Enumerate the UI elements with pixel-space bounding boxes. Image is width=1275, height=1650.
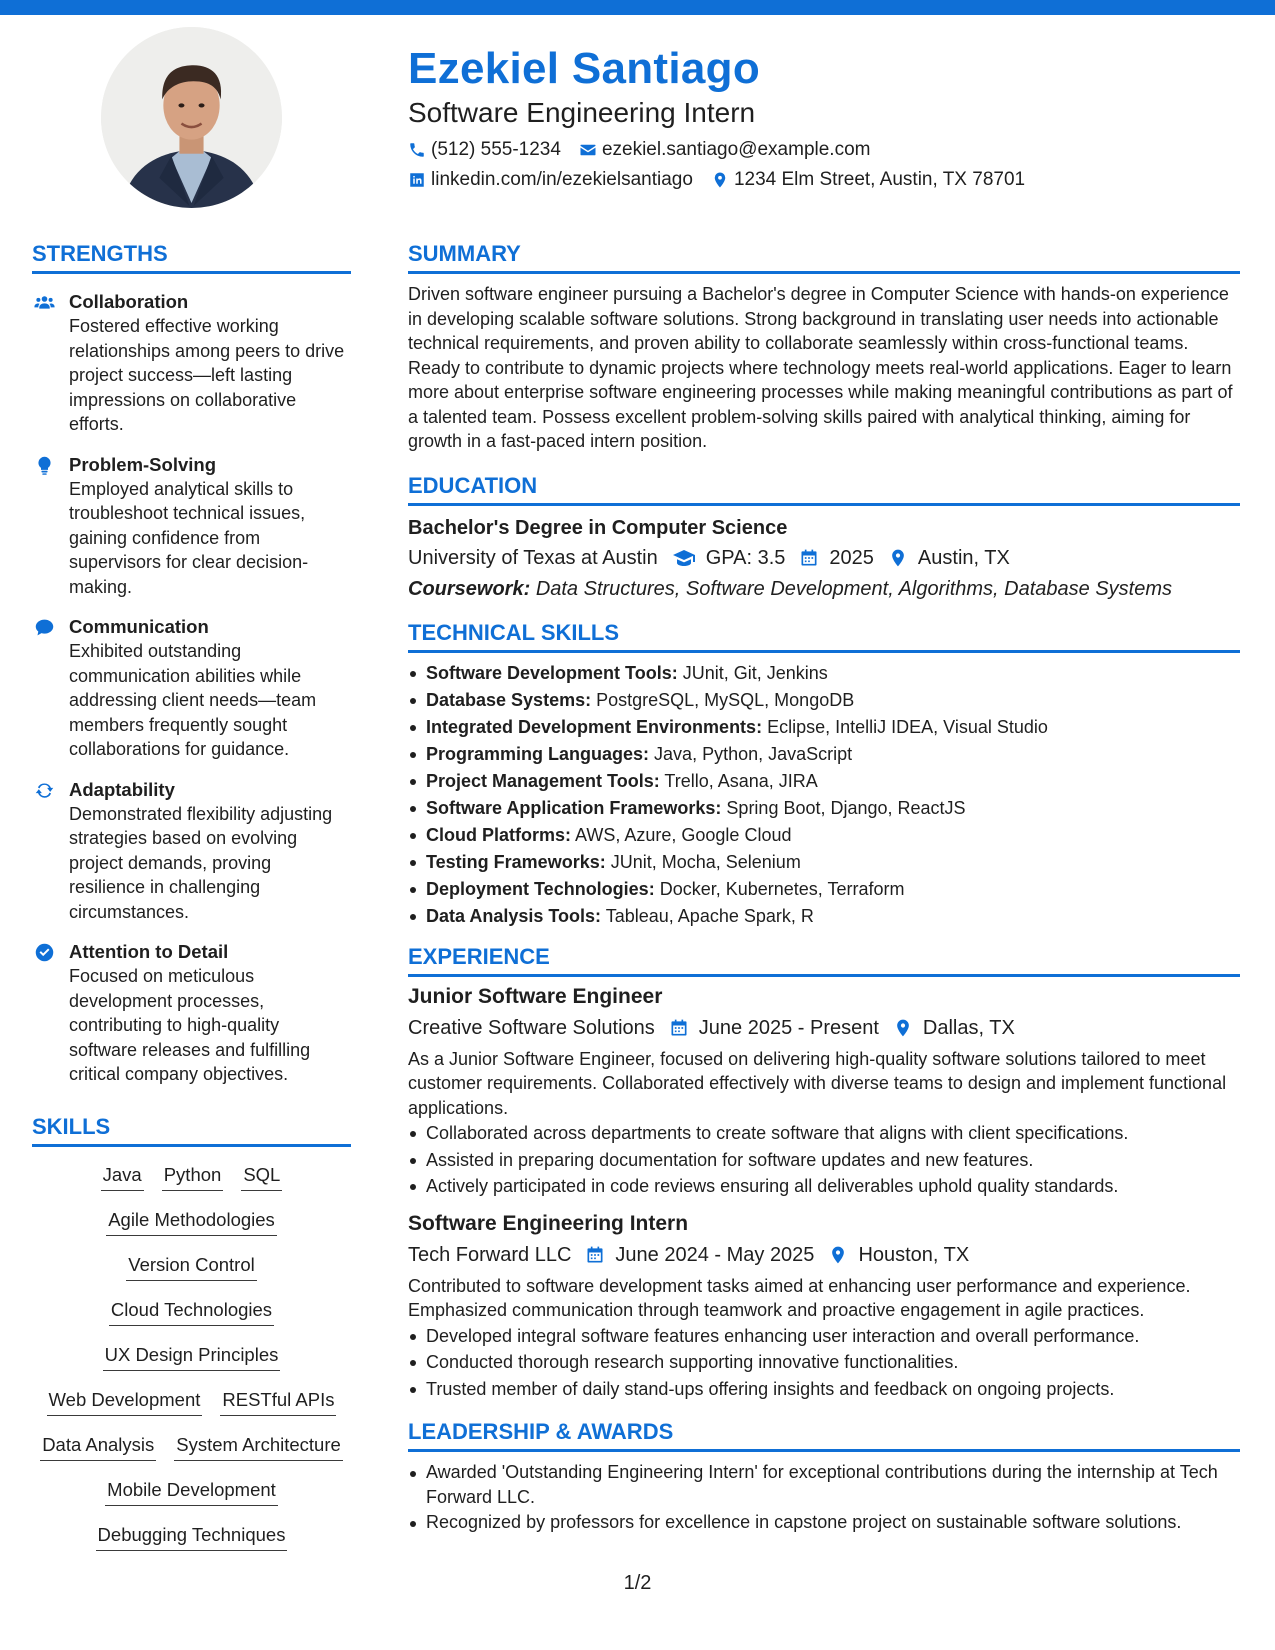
awards-list [408,1460,1240,1535]
candidate-name: Ezekiel Santiago [408,44,761,93]
skill-tag: Python [162,1163,224,1191]
phone-contact[interactable] [408,138,561,162]
skill-category: Software Application Frameworks: [426,797,722,818]
job-dates: June 2025 - Present [698,1016,879,1039]
job-bullets [408,1120,1240,1200]
calendar-icon [669,1018,689,1038]
skill-category: Cloud Platforms: [426,824,572,845]
strength-desc: Focused on meticulous development processes, contributing to high-quality software releases and fulfilling critical company objectives. [69,966,311,1084]
job-meta [408,1241,1240,1269]
email-text: ezekiel.santiago@example.com [601,139,871,160]
summary-heading: SUMMARY [408,240,1240,274]
skill-category: Software Development Tools: [426,662,678,683]
job-description: Contributed to software development tasks aimed at enhancing user performance and experience. Emphasized communication through teamwork and proactive engagement in agile practices. [408,1275,1191,1320]
list-item [408,660,1240,687]
degree-title: Bachelor's Degree in Computer Science [408,516,788,539]
coursework-line [408,575,1240,603]
skill-tag: Version Control [126,1253,256,1281]
skill-row [32,1247,351,1292]
skill-category: Data Analysis Tools: [426,905,602,926]
strength-title: Collaboration [69,291,189,312]
map-pin-icon [893,1018,913,1038]
skill-values: Tableau, Apache Spark, R [605,905,814,926]
skill-category: Deployment Technologies: [426,878,655,899]
education-meta [408,544,1240,572]
skill-row [32,1337,351,1382]
skill-tag: Java [101,1163,144,1191]
skill-tag: System Architecture [174,1433,343,1461]
list-item [408,849,1240,876]
skill-values: PostgreSQL, MySQL, MongoDB [596,689,855,710]
skill-row [32,1202,351,1247]
list-item [408,876,1240,903]
lightbulb-icon [32,453,56,600]
graduation-cap-icon [672,546,696,570]
skill-category: Programming Languages: [426,743,650,764]
list-item [408,903,1240,930]
check-circle-icon [32,940,56,1087]
strength-item [32,778,351,925]
job-description: As a Junior Software Engineer, focused on delivering high-quality software solutions tailored to meet customer requirements. Collaborated effectively with diverse teams to design and implement functional applications. [408,1048,1227,1118]
skill-tag: Agile Methodologies [106,1208,277,1236]
list-item: Recognized by professors for excellence in capstone project on sustainable software solutions. [408,1510,1240,1535]
strength-item [32,290,351,437]
skill-tag: SQL [241,1163,282,1191]
skill-row [32,1382,351,1427]
map-pin-icon [828,1245,848,1265]
technical-skills-list [408,660,1240,930]
calendar-icon [799,548,819,568]
skill-row [32,1292,351,1337]
list-item: Actively participated in code reviews ensuring all deliverables uphold quality standards. [408,1173,1240,1200]
company-name: Creative Software Solutions [408,1016,655,1039]
skill-values: Docker, Kubernetes, Terraform [659,878,905,899]
skill-row [32,1427,351,1472]
skill-values: Trello, Asana, JIRA [664,770,818,791]
strength-desc: Employed analytical skills to troubleshoot technical issues, gaining confidence from supervisors for clear decision-making. [69,478,309,597]
list-item: Awarded 'Outstanding Engineering Intern' for exceptional contributions during the internship at Tech Forward LLC. [408,1460,1240,1509]
strength-desc: Exhibited outstanding communication abilities while addressing client needs—team members frequently sought collaborations for guidance. [69,641,317,759]
contact-row-2 [408,168,1248,192]
skill-values: JUnit, Mocha, Selenium [610,851,801,872]
calendar-icon [585,1245,605,1265]
job-bullets [408,1323,1240,1403]
map-pin-icon [888,548,908,568]
address-text: 1234 Elm Street, Austin, TX 78701 [733,169,1026,190]
candidate-title: Software Engineering Intern [408,97,756,128]
job-entry [408,983,1240,1200]
skill-category: Integrated Development Environments: [426,716,763,737]
list-item: Collaborated across departments to create software that aligns with client specifications. [408,1120,1240,1147]
job-location: Dallas, TX [922,1016,1015,1039]
users-icon [32,290,56,437]
top-accent-bar [0,0,1275,15]
phone-text: (512) 555-1234 [431,139,561,160]
email-contact[interactable] [579,138,871,162]
experience-heading: EXPERIENCE [408,943,1240,977]
list-item [408,768,1240,795]
list-item [408,741,1240,768]
list-item: Developed integral software features enhancing user interaction and overall performance. [408,1323,1240,1350]
skill-tag: Web Development [47,1388,203,1416]
left-column [32,240,351,1562]
skill-row [32,1517,351,1562]
list-item [408,822,1240,849]
graduation-year: 2025 [829,546,874,569]
list-item: Conducted thorough research supporting innovative functionalities. [408,1349,1240,1376]
strength-title: Problem-Solving [69,453,216,475]
linkedin-icon [408,171,426,189]
list-item [408,795,1240,822]
chat-bubble-icon [32,615,56,762]
skill-tag: RESTful APIs [220,1388,336,1416]
job-title: Junior Software Engineer [408,984,663,1008]
skills-list [32,1157,351,1562]
contact-row-1 [408,138,1248,162]
strength-item [32,453,351,600]
skills-heading: SKILLS [32,1113,351,1147]
resume-header [408,40,1248,192]
strength-title: Adaptability [69,778,175,800]
education-heading: EDUCATION [408,472,1240,506]
job-dates: June 2024 - May 2025 [615,1243,815,1266]
skill-tag: Cloud Technologies [109,1298,274,1326]
skill-tag: Data Analysis [40,1433,156,1461]
page-number: 1/2 [623,1572,652,1594]
skill-row [32,1157,351,1202]
strengths-heading: STRENGTHS [32,240,351,274]
gpa-text: GPA: 3.5 [705,546,786,569]
address-contact [711,168,1025,192]
list-item: Trusted member of daily stand-ups offering insights and feedback on ongoing projects. [408,1376,1240,1403]
list-item [408,714,1240,741]
coursework-list: Data Structures, Software Development, Algorithms, Database Systems [535,577,1173,600]
strength-title: Communication [69,616,209,637]
phone-icon [408,141,426,159]
strength-item [32,615,351,762]
job-meta [408,1014,1240,1042]
job-title: Software Engineering Intern [408,1211,689,1235]
job-location: Houston, TX [858,1243,970,1266]
profile-photo [101,27,282,208]
list-item [408,687,1240,714]
skill-values: Eclipse, IntelliJ IDEA, Visual Studio [767,716,1048,737]
strength-title: Attention to Detail [69,941,229,962]
linkedin-contact[interactable] [408,168,693,192]
school-name: University of Texas at Austin [408,546,658,569]
skill-tag: Debugging Techniques [96,1523,288,1551]
strength-desc: Fostered effective working relationships among peers to drive project success—left lasting impressions on collaborative efforts. [69,316,345,434]
skill-values: JUnit, Git, Jenkins [682,662,828,683]
strength-item [32,940,351,1087]
right-column [408,240,1240,1536]
skill-category: Project Management Tools: [426,770,660,791]
list-item: Assisted in preparing documentation for software updates and new features. [408,1147,1240,1174]
company-name: Tech Forward LLC [408,1243,572,1266]
skill-tag: UX Design Principles [103,1343,281,1371]
awards-heading: LEADERSHIP & AWARDS [408,1418,1240,1452]
skill-values: Java, Python, JavaScript [654,743,853,764]
job-entry [408,1210,1240,1403]
coursework-label: Coursework: [408,577,531,600]
skill-category: Database Systems: [426,689,592,710]
strength-desc: Demonstrated flexibility adjusting strategies based on evolving project demands, proving resilience in challenging circumstances. [69,803,333,922]
school-location: Austin, TX [917,546,1010,569]
skill-values: AWS, Azure, Google Cloud [575,824,792,845]
technical-skills-heading: TECHNICAL SKILLS [408,619,1240,653]
skill-values: Spring Boot, Django, ReactJS [726,797,966,818]
skill-category: Testing Frameworks: [426,851,606,872]
envelope-icon [579,141,597,159]
sync-icon [32,778,56,925]
linkedin-text: linkedin.com/in/ezekielsantiago [431,169,693,190]
skill-row [32,1472,351,1517]
skill-tag: Mobile Development [105,1478,278,1506]
summary-text: Driven software engineer pursuing a Bachelor's degree in Computer Science with hands-on experience in developing scalable software solutions. Strong background in translating user needs into actionable technical requirements, and proven ability to collaborate seamlessly within cross-functional teams. Ready to contribute to dynamic projects where technology meets real-world applications. Eager to learn more about enterprise software engineering processes while making meaningful contributions as part of a talented team. Possess excellent problem-solving skills paired with analytical thinking, aiming for growth in a fast-paced intern position. [408,284,1233,451]
map-pin-icon [711,171,729,189]
